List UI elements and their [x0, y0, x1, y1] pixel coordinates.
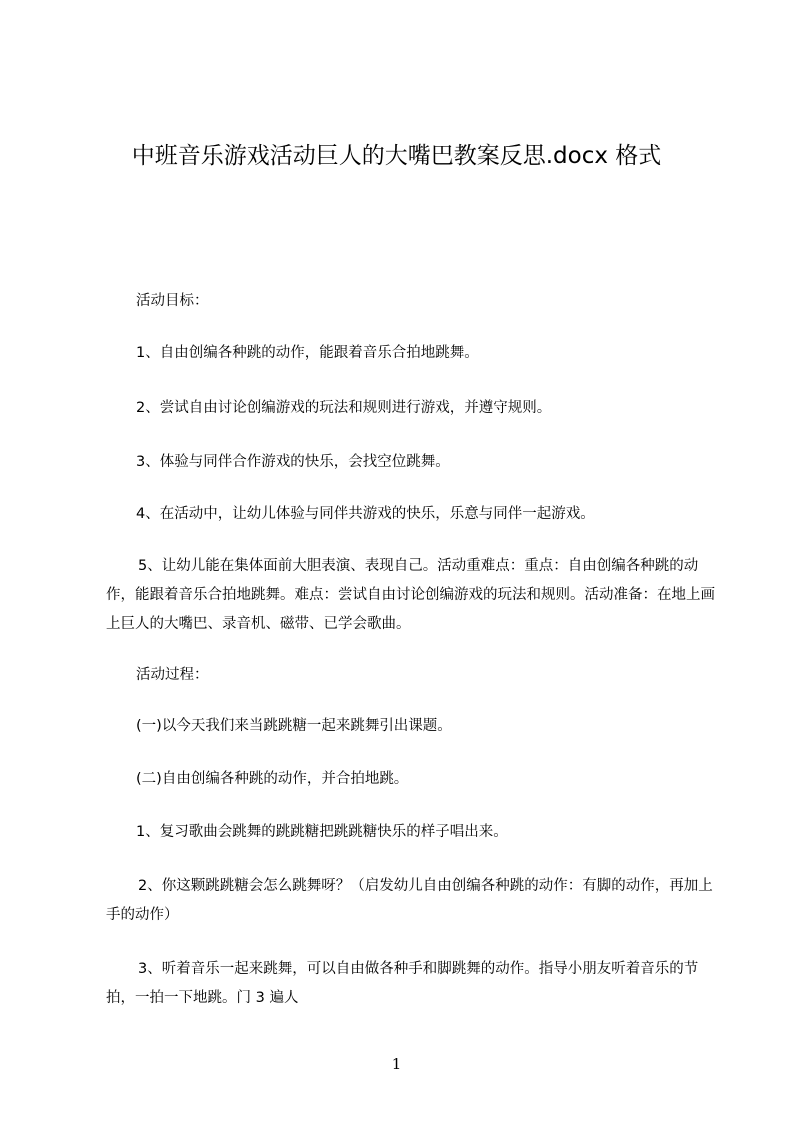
- paragraph-objective-2: 2、尝试自由讨论创编游戏的玩法和规则进行游戏，并遵守规则。: [136, 400, 552, 416]
- paragraph-step-2-1: 1、复习歌曲会跳舞的跳跳糖把跳跳糖快乐的样子唱出来。: [136, 824, 508, 840]
- paragraph-objective-1: 1、自由创编各种跳的动作，能跟着音乐合拍地跳舞。: [136, 345, 479, 361]
- document-title: 中班音乐游戏活动巨人的大嘴巴教案反思.docx 格式: [131, 143, 662, 169]
- paragraph-step-1: (一)以今天我们来当跳跳糖一起来跳舞引出课题。: [136, 718, 452, 734]
- paragraph-objective-3: 3、体验与同伴合作游戏的快乐，会找空位跳舞。: [136, 454, 450, 470]
- paragraph-objective-5: 5、让幼儿能在集体面前大胆表演、表现自己。活动重难点：重点：自由创编各种跳的动作，能跟着音乐合拍地跳舞。难点：尝试自由讨论创编游戏的玩法和规则。活动准备：在地上画上巨人的大嘴巴、录音机、磁带、已学会歌曲。: [106, 558, 715, 632]
- page-number: 1: [391, 1055, 402, 1073]
- paragraph-objectives-heading: 活动目标：: [136, 293, 209, 309]
- paragraph-objective-4: 4、在活动中，让幼儿体验与同伴共游戏的快乐，乐意与同伴一起游戏。: [136, 506, 595, 522]
- paragraph-step-2: (二)自由创编各种跳的动作，并合拍地跳。: [136, 771, 409, 787]
- paragraph-step-2-2: 2、你这颗跳跳糖会怎么跳舞呀？（启发幼儿自由创编各种跳的动作：有脚的动作，再加上手的动作）: [106, 878, 713, 923]
- paragraph-process-heading: 活动过程：: [136, 667, 209, 683]
- paragraph-step-2-3: 3、听着音乐一起来跳舞，可以自由做各种手和脚跳舞的动作。指导小朋友听着音乐的节拍，一拍一下地跳。门 3 遍人: [106, 961, 699, 1006]
